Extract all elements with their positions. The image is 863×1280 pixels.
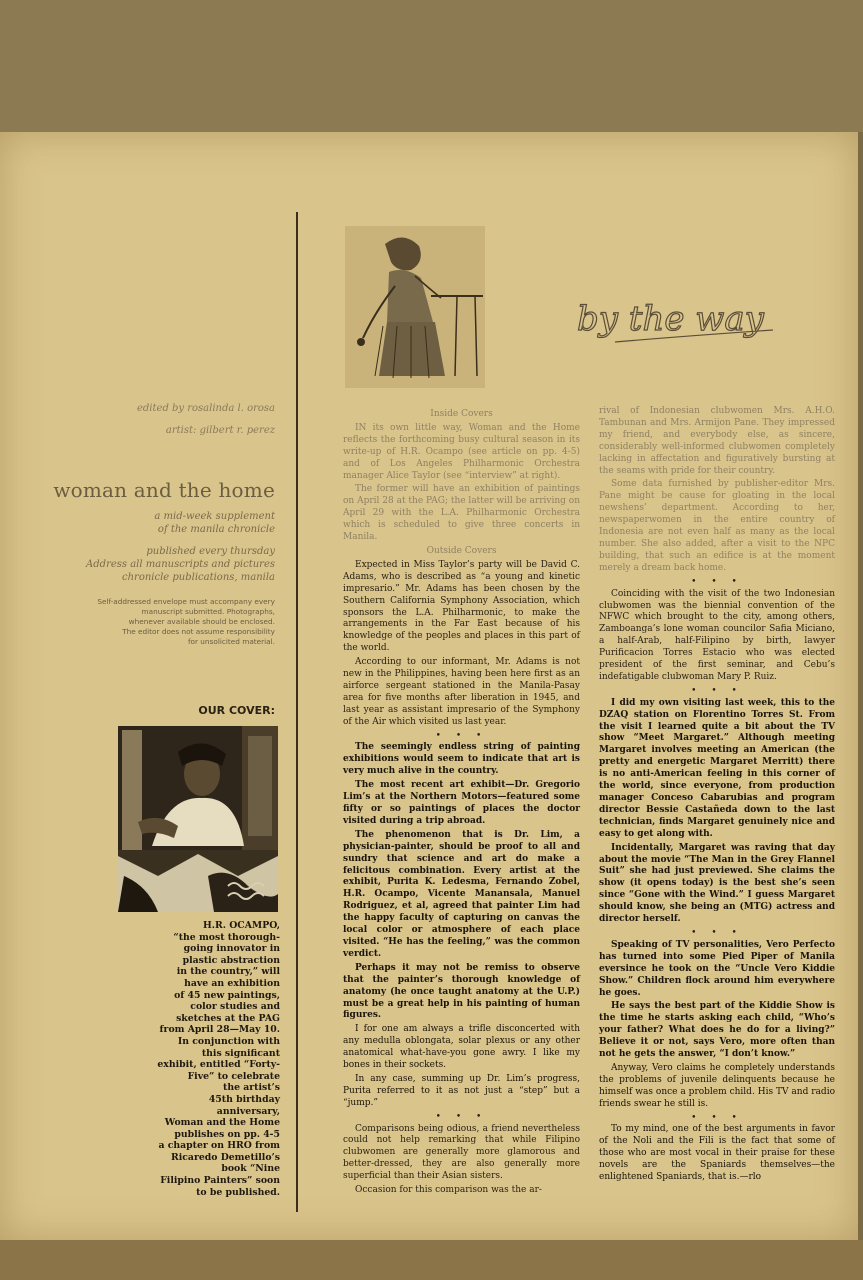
paragraph: In any case, summing up Dr. Lim’s progress, Purita referred to it as not just a “step” but a “jump.” xyxy=(343,1073,580,1108)
address-line-2: chronicle publications, manila xyxy=(122,572,275,583)
paragraph: Occasion for this comparison was the ar- xyxy=(355,1185,542,1196)
notice-line: The editor does not assume responsibility xyxy=(122,627,275,636)
notice-line: Self-addressed envelope must accompany every xyxy=(97,597,275,606)
background-top xyxy=(0,0,863,132)
supplement-line xyxy=(40,510,275,536)
paragraph: According to our informant, Mr. Adams is not new in the Philippines, having been here first as an airforce sergeant stationed in the Manila-Pasay area for five months after liberation in 1945, and last year as assistant impresario of the Symphony of the Air which visited us last year. xyxy=(343,657,580,727)
paragraph: To my mind, one of the best arguments in favor of the Noli and the Fili is the fact that some of those who are most vocal in their praise for these novels are the Spaniards themselves—the enlightened Spaniards, that is.—rlo xyxy=(599,1124,835,1183)
cover-caption: H.R. OCAMPO, “the most thorough- going innovator in plastic abstraction in the country,” will have an exhibition of 45 new paintings, color studies and sketches at the PAG from April 28—May 10. In conjunction with this significant exhibit, entitled “Forty- Five” to celebrate the artist’s 45th birthday anniversary, Woman and the Home publishes on pp. 4-5 a chapter on HRO from Ricaredo Demetillo’s book “Nine Filipino Painters” soon to be published. xyxy=(157,920,280,1198)
paragraph: The seemingly endless string of painting exhibitions would seem to indicate that art is very much alive in the country. xyxy=(343,742,580,777)
section-break: • • • xyxy=(691,1112,743,1123)
paragraph: Coinciding with the visit of the two Indonesian clubwomen was the biennial convention of the NFWC which brought to the city, among others, Zamboanga’s lone woman councilor Safia Miciano, a half-Arab, half-Filipino by birth, lawyer Purificacion Torres Estacio who was elected president of the first seminar, and Cebu’s indefatigable clubwoman Mary P. Ruiz. xyxy=(599,588,835,682)
editorial-notice xyxy=(40,597,275,647)
paragraph: IN its own little way, Woman and the Home reflects the forthcoming busy cultural season in its write-up of H.R. Ocampo (see article on pp. 4-5) and of Los Angeles Philharmonic Orchestra manager Alice Taylor (see “interview” at right). xyxy=(343,422,580,481)
section-break: • • • xyxy=(691,576,743,587)
paragraph: Some data furnished by publisher-editor Mrs. Pane might be cause for gloating in the local newshens’ department. According to her, newspaperwomen in the entire country of Indonesia are not even half as many as the local number. She also added, after a visit to the NPC building, that such an edifice is at the moment merely a dream back home. xyxy=(599,479,835,573)
cover-photo xyxy=(118,726,278,912)
section-break: • • • xyxy=(691,685,743,696)
woman-at-desk-sketch xyxy=(345,226,485,388)
address-line-1: Address all manuscripts and pictures xyxy=(86,559,275,570)
paragraph: The phenomenon that is Dr. Lim, a physician-painter, should be proof to all and sundry that science and art do make a felicitous combination. Every artist at the exhibit, Purita K. Ledesma, Fernando Zobel, H.R. Ocampo, Vicente Manansala, Manuel Rodriguez, et al, agreed that painter Lim had the happy faculty of capturing on canvas the local color or atmosphere of each place visited. “He has the feeling,” was the common verdict. xyxy=(343,829,580,959)
artist-credit: artist: gilbert r. perez xyxy=(165,425,275,436)
column-rule xyxy=(296,212,298,1212)
publication-info xyxy=(40,545,275,584)
column-title: by the way xyxy=(577,299,764,339)
background-bottom xyxy=(0,1240,863,1280)
paragraph: rival of Indonesian clubwomen Mrs. A.H.O. Tambunan and Mrs. Armijon Pane. They impressed my friend, and everybody else, as sincere, considerably well-informed clubwomen completely lacking in affectation and figuratively bursting at the seams with pride for their country. xyxy=(599,406,835,476)
notice-line: manuscript submitted. Photographs, xyxy=(141,607,275,616)
notice-line: for unsolicited material. xyxy=(187,637,275,646)
paragraph: Speaking of TV personalities, Vero Perfecto has turned into some Pied Piper of Manila eversince he took on the “Uncle Vero Kiddie Show.” Children flock around him everywhere he goes. xyxy=(599,939,835,998)
by-the-way-title xyxy=(575,290,785,350)
our-cover-heading: OUR COVER: xyxy=(198,704,275,717)
paragraph: Incidentally, Margaret was raving that day about the movie “The Man in the Grey Flannel Suit” she had just previewed. She claims the show (it opens today) is the best she’s seen since “Gone with the Wind.” I guess Margaret should know, she being an (MTG) actress and director herself. xyxy=(599,842,835,925)
supplement-line-2: of the manila chronicle xyxy=(157,524,275,535)
paragraph: Expected in Miss Taylor’s party will be David C. Adams, who is described as “a young and kinetic impresario.” Mr. Adams has been chosen by the Southern California Symphony Association, which sponsors the L.A. Philharmonic, to make the arrangements in the Far East because of his knowledge of the peoples and places in this part of the world. xyxy=(343,559,580,654)
column-illustration xyxy=(345,226,485,388)
subheading-inside-covers: Inside Covers xyxy=(430,409,493,419)
notice-line: whenever available should be enclosed. xyxy=(128,617,275,626)
subheading-outside-covers: Outside Covers xyxy=(426,545,497,556)
paragraph: He says the best part of the Kiddie Show is the time he starts asking each child, “Who’s your father? What does he do for a living?” Believe it or not, says Vero, more often than not he gets the answer, “I don’t know.” xyxy=(599,1001,835,1060)
editor-credits xyxy=(40,398,275,442)
section-title: woman and the home xyxy=(53,478,275,502)
edited-by: edited by rosalinda l. orosa xyxy=(136,403,275,414)
section-break: • • • xyxy=(691,927,743,938)
supplement-line-1: a mid-week supplement xyxy=(154,511,275,522)
cover-photo-image xyxy=(118,726,278,912)
paragraph: The former will have an exhibition of paintings on April 28 at the PAG; the latter will be arriving on April 29 with the L.A. Philharmonic Orchestra which is scheduled to give three concerts in Manila. xyxy=(343,484,580,543)
column-right xyxy=(599,406,835,1186)
section-break: • • • xyxy=(435,730,488,741)
published-line: published every thursday xyxy=(146,546,275,557)
paragraph: I for one am always a trifle disconcerted with any medulla oblongata, solar plexus or any other anatomical what-have-you gone awry. I like my bones in their sockets. xyxy=(343,1024,580,1071)
paragraph: Comparisons being odious, a friend nevertheless could not help remarking that while Filipino clubwomen are generally more glamorous and better-dressed, they are also generally more superficial than their Asian sisters. xyxy=(343,1123,580,1182)
paragraph: Perhaps it may not be remiss to observe that the painter’s thorough knowledge of anatomy (he once taught anatomy at the U.P.) must be a great help in his painting of human figures. xyxy=(343,962,580,1021)
section-break: • • • xyxy=(435,1111,488,1122)
paragraph: The most recent art exhibit—Dr. Gregorio Lim’s at the Northern Motors—featured some fifty or so paintings of places the doctor visited during a trip abroad. xyxy=(343,780,580,826)
column-left xyxy=(343,409,580,1199)
paragraph: I did my own visiting last week, this to the DZAQ station on Florentino Torres St. From the visit I learned quite a bit about the TV show “Meet Margaret.” Although meeting Margaret involves meeting an American (the pretty and energetic Margaret Merritt) there is no anti-American feeling in this corner of the world, since everyone, from production manager Conceso Cabarubias and program director Bessie Castañeda down to the last technician, finds Margaret genuinely nice and easy to get along with. xyxy=(599,697,835,839)
paragraph: Anyway, Vero claims he completely understands the problems of juvenile delinquents because he himself was once a problem child. His TV and radio friends swear he still is. xyxy=(599,1062,835,1109)
